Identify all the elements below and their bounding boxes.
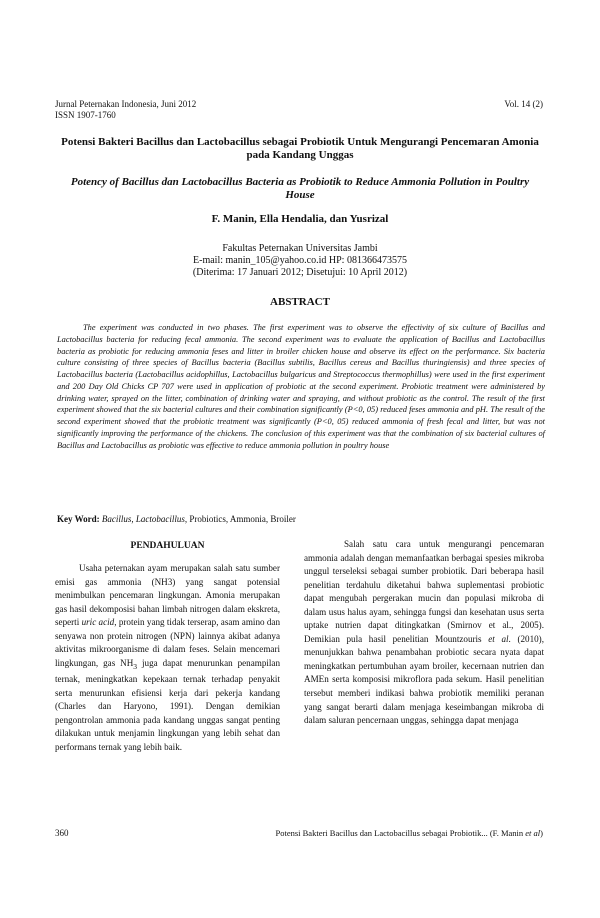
intro-p1-part-c: juga dapat menurunkan penampilan ternak, meningkatkan kepekaan ternak terhadap penyakit serta menurunkan efisiensi kerja dari pekerja kandang (Charles dan Haryono, 1991). Dengan demikian pengontrolan ammonia pada kandang unggas sangat penting dilakukan untuk menjamin lingkungan yang lebih sehat dan performans ternak yang lebih baik. <box>55 657 280 752</box>
intro-p2-italic: et al <box>488 633 509 644</box>
running-title: Potensi Bakteri Bacillus dan Lactobacillus sebagai Probiotik... (F. Manin <box>275 828 526 838</box>
right-column <box>304 538 544 728</box>
intro-paragraph-1 <box>55 562 280 754</box>
section-heading-introduction: PENDAHULUAN <box>130 541 205 551</box>
running-footer <box>275 828 543 839</box>
abstract-text: The experiment was conducted in two phases. The first experiment was to observe the effectivity of six culture of Bacillus and Lactobacillus bacteria for reducing fecal ammonia. The second experiment was to evaluate the application of Bacillus and Lactobacillus bacteria as probiotic for reducing ammonia feses and litter in broiler chicken house and observe its effect on the performance. Six bacteria culture consisting of three species of Bacillus bacteria (Bacillus subtilis, Bacillus cereus and Bacillus thuringiensis) and three species of Lactobacillus bacteria (Lactobacillus acidophillus, Lactobacillus bulgaricus and Streptococcus thermophillus) were used in the first experiment and 200 Day Old Chicks CP 707 were used in application of probiotic at the second experiment. Probiotic treatment were administered by drinking water, sprayed on the litter, combination of drinking water and spraying, and without probiotic as the control. The result of the first experiment showed that the six bacterial cultures and their combination significantly (P<0, 05) reduced feses ammonia and pH. The result of the second experiment showed that the probiotic treatment was significantly (P<0, 05) reduced ammonia of fresh fecal and litter, but was not significantly improving the performance of the chickens. The conclusion of this experiment was that the combination of six bacterial cultures of Bacillus and Lactobacillus as probiotic was effective to reduce ammonia pollution in poultry house <box>57 323 545 450</box>
intro-p1-part-a: Usaha peternakan ayam merupakan salah satu sumber emisi gas ammonia (NH3) yang sangat potensial menimbulkan pencemaran lingkungan. Amonia merupakan gas hasil dekomposisi bahan limbah nitrogen dalam ekskreta, seperti <box>55 563 280 628</box>
intro-p2-part-a: Salah satu cara untuk mengurangi pencemaran ammonia adalah dengan memanfaatkan berbagai spesies mikroba unggul terseleksi sebagai sumber probiotik. Dari beberapa hasil penelitian terdahulu diketahui bahwa suplementasi probiotic dapat mengubah pergerakan mucin dan populasi mikroba di dalam usus halus ayam, sehingga fungsi dan kesehatan usus serta uptake nutrien dapat ditingkatkan (Smirnov et al., 2005). Demikian pula hasil penelitian Mountzouris <box>304 539 544 644</box>
title-english: Potency of Bacillus dan Lactobacillus Bacteria as Probiotik to Reduce Ammonia Pollution in Poultry House <box>70 176 530 201</box>
intro-p1-subscript: 3 <box>133 661 138 671</box>
faculty: Fakultas Peternakan Universitas Jambi <box>222 243 378 254</box>
running-close: ) <box>540 828 543 838</box>
journal-name: Jurnal Peternakan Indonesia, Juni 2012 <box>55 99 197 109</box>
authors: F. Manin, Ella Hendalia, dan Yusrizal <box>211 213 389 225</box>
keywords-rest: Probiotics, Ammonia, Broiler <box>187 514 296 524</box>
running-italic: et al <box>525 828 541 838</box>
journal-header <box>55 99 196 121</box>
left-column <box>55 540 280 754</box>
volume-label: Vol. 14 (2) <box>504 99 543 109</box>
keywords-label: Key Word: <box>57 514 100 524</box>
contact-info: E-mail: manin_105@yahoo.co.id HP: 081366473575 <box>193 255 407 266</box>
intro-p2-part-b: . (2010), menunjukkan bahwa penambahan probiotic secara nyata dapat meningkatkan pertumbuhan ayam broiler, kecernaan nutrien dan AMEn serta komposisi mikroflora pada sekum. Hasil penelitian tersebut memberi indikasi bahwa probiotik memiliki peranan yang sangat berarti dalam menjaga keseimbangan mikroba di dalam saluran pencernaan unggas, sehingga dapat menjaga <box>304 633 544 726</box>
page-number: 360 <box>55 828 69 838</box>
keywords-italic: Bacillus, Lactobacillus, <box>101 514 188 524</box>
keywords <box>57 514 545 525</box>
intro-p1-part-b: , protein yang tidak terserap, asam amino dan senyawa non protein nitrogen (NPN) lainnya akibat adanya aktivitas mikroorganisme di dalam feses. Selain mencemari lingkungan, gas NH <box>55 617 280 668</box>
intro-paragraph-2 <box>304 538 544 728</box>
affiliation <box>50 243 550 279</box>
received-dates: (Diterima: 17 Januari 2012; Disetujui: 10 April 2012) <box>192 267 408 278</box>
abstract-heading: ABSTRACT <box>270 296 330 308</box>
issn: ISSN 1907-1760 <box>55 110 116 120</box>
title-indonesian: Potensi Bakteri Bacillus dan Lactobacillus sebagai Probiotik Untuk Mengurangi Pencemaran Amonia pada Kandang Unggas <box>61 136 539 161</box>
intro-p1-italic: uric acid <box>81 617 115 628</box>
